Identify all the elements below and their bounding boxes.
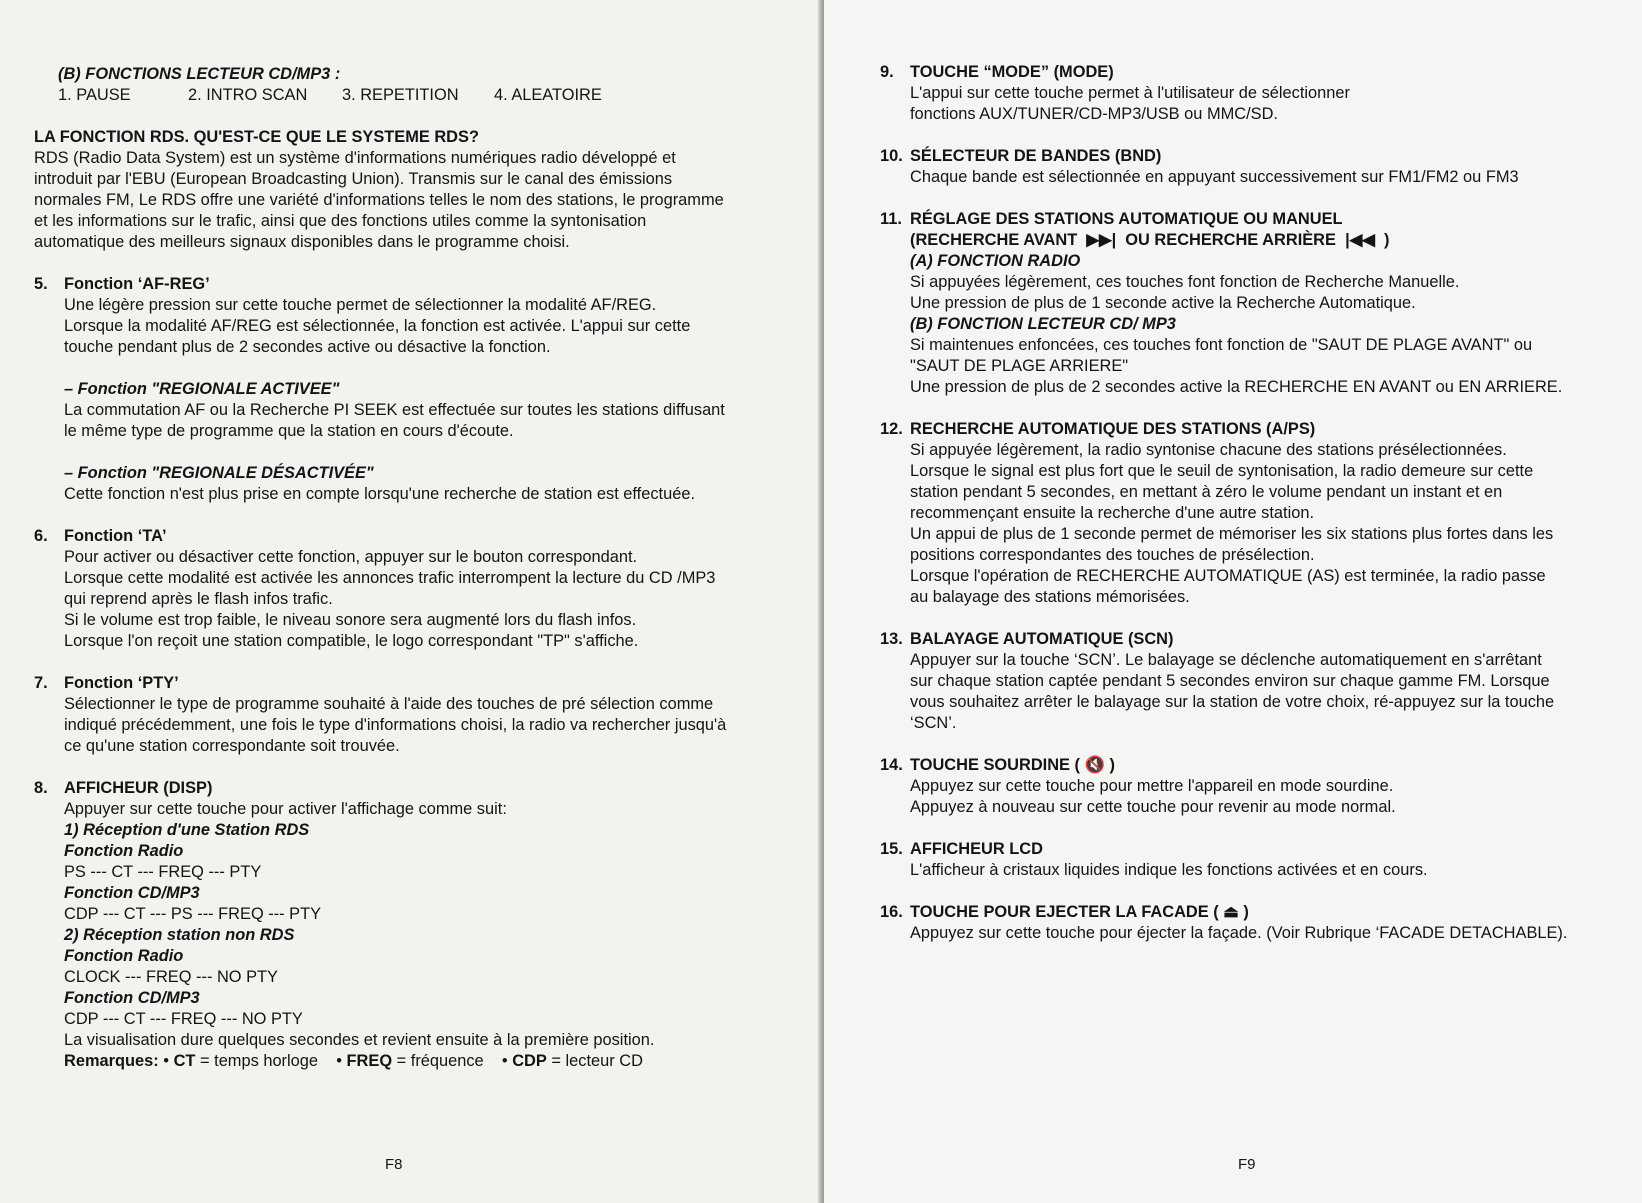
section-15-heading [880, 839, 1592, 860]
eject-icon: ⏏ [1218, 903, 1244, 921]
section-number: 9. [880, 63, 894, 81]
body-line: sur chaque station captée pendant 5 secondes environ sur chaque gamme FM. Lorsque [910, 672, 1550, 690]
cd-function-pause: 1. PAUSE [58, 86, 131, 104]
display-rds-title: 1) Réception d'une Station RDS [64, 821, 310, 839]
section-14-heading [880, 755, 1592, 776]
body-line: Lorsque le signal est plus fort que le seuil de syntonisation, la radio demeure sur cette [910, 462, 1534, 480]
body-line: Lorsque cette modalité est activée les annonces trafic interrompent la lecture du CD /MP3 [64, 569, 716, 587]
display-mode-radio: Fonction Radio [64, 947, 184, 965]
body-line: Lorsque l'on reçoit une station compatible, le logo correspondant "TP" s'affiche. [64, 632, 639, 650]
body-line: recommençant ensuite la recherche d'une autre station. [910, 504, 1315, 522]
section-title: AFFICHEUR (DISP) [64, 779, 213, 797]
section-5-heading [34, 274, 770, 295]
remark-ct-value: = temps horloge [200, 1052, 319, 1070]
body-line: Si le volume est trop faible, le niveau sonore sera augmenté lors du flash infos. [64, 611, 637, 629]
cd-function-aleatoire: 4. ALEATOIRE [494, 86, 602, 104]
display-sequence: CLOCK --- FREQ --- NO PTY [64, 968, 278, 986]
rds-paragraph [34, 148, 770, 253]
section-10-heading [880, 146, 1592, 167]
section-6-heading [34, 526, 770, 547]
page-number-left: F8 [385, 1156, 403, 1173]
body-line: positions correspondantes des touches de présélection. [910, 546, 1315, 564]
body-line: Cette fonction n'est plus prise en compte lorsqu'une recherche de station est effectuée. [64, 485, 695, 503]
rds-line: et les informations sur le trafic, ainsi que des fonctions utiles comme la syntonisation [34, 212, 647, 230]
body-line: Appuyez à nouveau sur cette touche pour revenir au mode normal. [910, 798, 1396, 816]
right-page [824, 0, 1642, 1203]
section-title: Fonction ‘TA’ [64, 527, 167, 545]
body-line: indiqué précédemment, une fois le type d'informations choisi, la radio va rechercher jusqu'à [64, 716, 727, 734]
body-line: Appuyer sur cette touche pour activer l'affichage comme suit: [64, 800, 507, 818]
body-line: Lorsque l'opération de RECHERCHE AUTOMATIQUE (AS) est terminée, la radio passe [910, 567, 1546, 585]
section-title: AFFICHEUR LCD [910, 840, 1043, 858]
remarks-line: Remarques: • CT = temps horloge • FREQ = fréquence • CDP = lecteur CD [64, 1052, 643, 1070]
section-number: 16. [880, 903, 903, 921]
left-page-content [34, 64, 770, 1072]
body-line: Si appuyées légèrement, ces touches font fonction de Recherche Manuelle. [910, 273, 1460, 291]
subtitle-part: OU RECHERCHE ARRIÈRE [1125, 231, 1336, 249]
body-line: vous souhaitez arrêter le balayage sur la station de votre choix, ré-appuyez sur la touche [910, 693, 1555, 711]
body-line: Lorsque la modalité AF/REG est sélectionnée, la fonction est activée. L'appui sur cette [64, 317, 691, 335]
section-13-heading [880, 629, 1592, 650]
subtitle-part: ) [1383, 231, 1390, 249]
section-title-end: ) [1109, 756, 1115, 774]
mute-icon: 🔇 [1080, 756, 1110, 774]
rds-heading: LA FONCTION RDS. QU'EST-CE QUE LE SYSTEME RDS? [34, 128, 479, 146]
regional-on-title: – Fonction "REGIONALE ACTIVEE" [64, 380, 340, 398]
body-line: La commutation AF ou la Recherche PI SEEK est effectuée sur toutes les stations diffusant [64, 401, 725, 419]
cd-functions-list [34, 85, 770, 106]
body-line: Si appuyée légèrement, la radio syntonise chacune des stations présélectionnées. [910, 441, 1507, 459]
cd-function-repetition: 3. REPETITION [342, 86, 459, 104]
section-number: 7. [34, 674, 48, 692]
remark-freq-value: = fréquence [396, 1052, 484, 1070]
rds-line: RDS (Radio Data System) est un système d'informations numériques radio développé et [34, 149, 676, 167]
right-page-content [880, 62, 1592, 944]
body-line: Une pression de plus de 2 secondes active la RECHERCHE EN AVANT ou EN ARRIERE. [910, 378, 1563, 396]
section-title: Fonction ‘PTY’ [64, 674, 179, 692]
body-line: L'afficheur à cristaux liquides indique les fonctions activées et en cours. [910, 861, 1428, 879]
section-number: 5. [34, 275, 48, 293]
section-number: 14. [880, 756, 903, 774]
rds-line: normales FM, Le RDS offre une variété d'informations telles le nom des stations, le programme [34, 191, 724, 209]
body-line: qui reprend après le flash infos trafic. [64, 590, 333, 608]
section-11-heading [880, 209, 1592, 230]
section-11-subtitle [910, 230, 1592, 251]
page-number-right: F9 [1238, 1156, 1256, 1173]
display-non-rds-title: 2) Réception station non RDS [64, 926, 295, 944]
section-title: TOUCHE SOURDINE ( [910, 756, 1080, 774]
body-line: Une légère pression sur cette touche permet de sélectionner la modalité AF/REG. [64, 296, 657, 314]
section-title: RECHERCHE AUTOMATIQUE DES STATIONS (A/PS) [910, 420, 1316, 438]
section-9-heading [880, 62, 1592, 83]
remark-cdp-key: CDP [512, 1052, 547, 1070]
display-sequence: CDP --- CT --- FREQ --- NO PTY [64, 1010, 303, 1028]
cd-functions-title: (B) FONCTIONS LECTEUR CD/MP3 : [58, 65, 341, 83]
display-sequence: CDP --- CT --- PS --- FREQ --- PTY [64, 905, 322, 923]
section-7-heading [34, 673, 770, 694]
remark-ct-key: CT [173, 1052, 196, 1070]
section-number: 6. [34, 527, 48, 545]
section-number: 11. [880, 210, 902, 228]
body-line: Chaque bande est sélectionnée en appuyant successivement sur FM1/FM2 ou FM3 [910, 168, 1519, 186]
previous-track-icon: |◀◀ [1340, 231, 1380, 249]
display-sequence: PS --- CT --- FREQ --- PTY [64, 863, 262, 881]
body-line: L'appui sur cette touche permet à l'utilisateur de sélectionner [910, 84, 1350, 102]
section-number: 8. [34, 779, 48, 797]
display-mode-cd: Fonction CD/MP3 [64, 989, 200, 1007]
section-number: 15. [880, 840, 903, 858]
body-line: Appuyer sur la touche ‘SCN’. Le balayage se déclenche automatiquement en s'arrêtant [910, 651, 1542, 669]
body-line: Appuyez sur cette touche pour mettre l'appareil en mode sourdine. [910, 777, 1394, 795]
subtitle-part: (RECHERCHE AVANT [910, 231, 1078, 249]
section-12-heading [880, 419, 1592, 440]
section-title-end: ) [1243, 903, 1249, 921]
next-track-icon: ▶▶| [1081, 231, 1121, 249]
section-number: 10. [880, 147, 903, 165]
body-line: fonctions AUX/TUNER/CD-MP3/USB ou MMC/SD. [910, 105, 1278, 123]
body-line: le même type de programme que la station en cours d'écoute. [64, 422, 514, 440]
remarks-label: Remarques: [64, 1052, 159, 1070]
section-number: 12. [880, 420, 903, 438]
remark-freq-key: FREQ [346, 1052, 393, 1070]
body-line: Pour activer ou désactiver cette fonction, appuyer sur le bouton correspondant. [64, 548, 638, 566]
body-line: ‘SCN’. [910, 714, 957, 732]
section-title: TOUCHE “MODE” (MODE) [910, 63, 1114, 81]
rds-line: automatique des meilleurs signaux disponibles dans le programme choisi. [34, 233, 570, 251]
body-line: "SAUT DE PLAGE ARRIERE" [910, 357, 1129, 375]
section-title: TOUCHE POUR EJECTER LA FACADE ( [910, 903, 1219, 921]
body-line: touche pendant plus de 2 secondes active ou désactive la fonction. [64, 338, 551, 356]
remark-cdp-value: = lecteur CD [551, 1052, 643, 1070]
display-mode-cd: Fonction CD/MP3 [64, 884, 200, 902]
body-line: ce qu'une station correspondante soit trouvée. [64, 737, 400, 755]
section-title: Fonction ‘AF-REG’ [64, 275, 210, 293]
section-title: BALAYAGE AUTOMATIQUE (SCN) [910, 630, 1174, 648]
body-line: Une pression de plus de 1 seconde active la Recherche Automatique. [910, 294, 1416, 312]
section-title: RÉGLAGE DES STATIONS AUTOMATIQUE OU MANUEL [910, 210, 1343, 228]
cd-function-intro-scan: 2. INTRO SCAN [188, 86, 308, 104]
rds-line: introduit par l'EBU (European Broadcasting Union). Transmis sur le canal des émissions [34, 170, 673, 188]
section-16-heading [880, 902, 1592, 923]
regional-off-title: – Fonction "REGIONALE DÉSACTIVÉE" [64, 464, 374, 482]
cd-function-title: (B) FONCTION LECTEUR CD/ MP3 [910, 315, 1176, 333]
body-line: Appuyez sur cette touche pour éjecter la façade. (Voir Rubrique ‘FACADE DETACHABLE). [910, 924, 1568, 942]
body-line: Si maintenues enfoncées, ces touches font fonction de "SAUT DE PLAGE AVANT" ou [910, 336, 1533, 354]
radio-function-title: (A) FONCTION RADIO [910, 252, 1081, 270]
section-8-heading [34, 778, 770, 799]
body-line: Un appui de plus de 1 seconde permet de mémoriser les six stations plus fortes dans les [910, 525, 1554, 543]
section-title: SÉLECTEUR DE BANDES (BND) [910, 147, 1162, 165]
body-line: station pendant 5 secondes, en mettant à zéro le volume pendant un instant et en [910, 483, 1503, 501]
section-number: 13. [880, 630, 903, 648]
body-line: La visualisation dure quelques secondes et revient ensuite à la première position. [64, 1031, 655, 1049]
body-line: au balayage des stations mémorisées. [910, 588, 1190, 606]
body-line: Sélectionner le type de programme souhaité à l'aide des touches de pré sélection comme [64, 695, 714, 713]
display-mode-radio: Fonction Radio [64, 842, 184, 860]
